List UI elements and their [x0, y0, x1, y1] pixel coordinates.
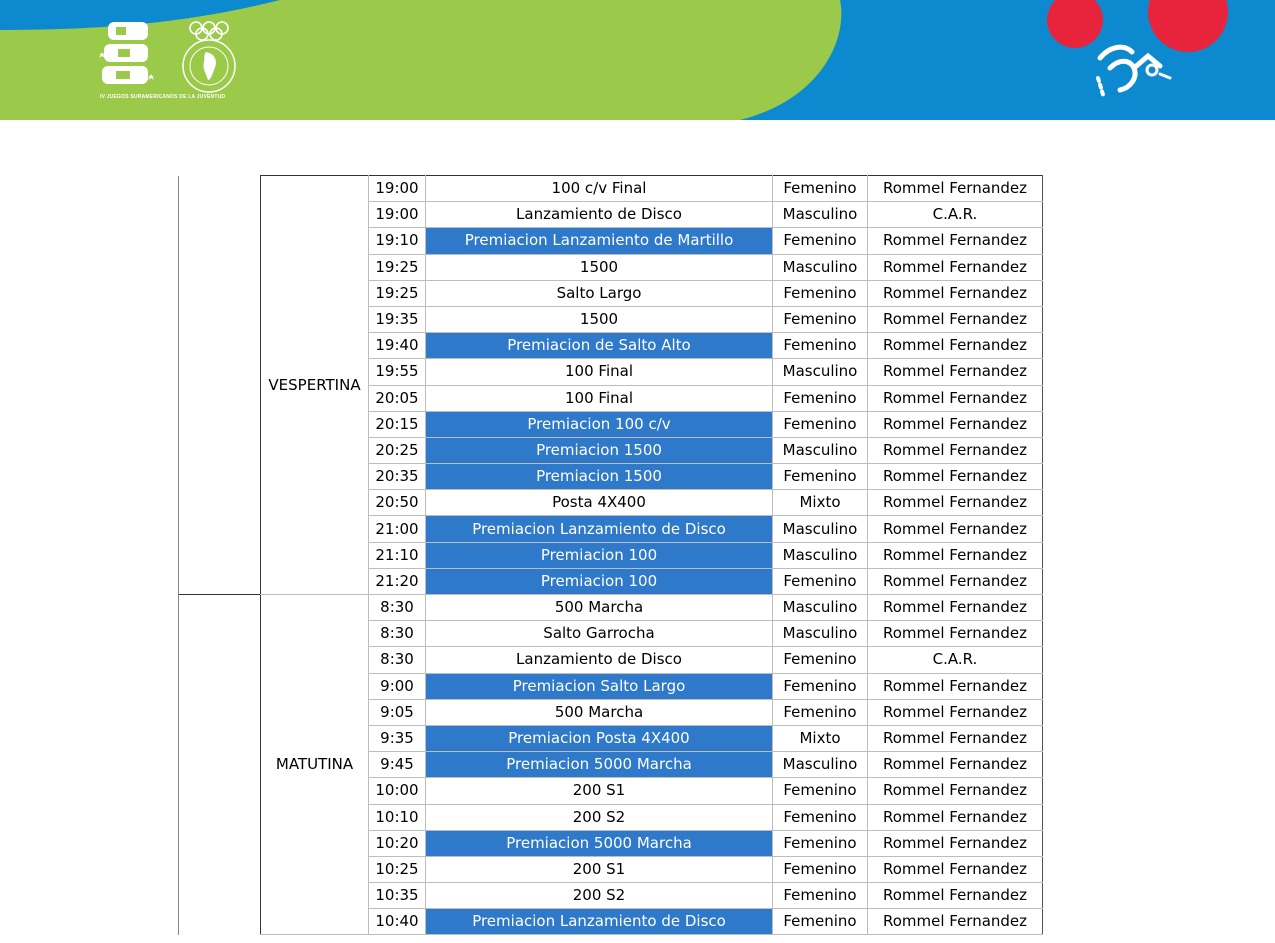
- games-tagline: IV JUEGOS SURAMERICANOS DE LA JUVENTUD: [100, 94, 226, 100]
- event-cell: 1500: [426, 254, 773, 280]
- time-cell: 9:35: [369, 725, 426, 751]
- gender-cell: Femenino: [773, 909, 868, 935]
- event-cell: 500 Marcha: [426, 595, 773, 621]
- gender-cell: Masculino: [773, 542, 868, 568]
- left-margin-cell: [179, 280, 261, 306]
- venue-cell: Rommel Fernandez: [868, 490, 1043, 516]
- venue-cell: Rommel Fernandez: [868, 830, 1043, 856]
- venue-cell: Rommel Fernandez: [868, 595, 1043, 621]
- event-cell: Lanzamiento de Disco: [426, 647, 773, 673]
- gender-cell: Masculino: [773, 516, 868, 542]
- venue-cell: C.A.R.: [868, 202, 1043, 228]
- venue-cell: Rommel Fernandez: [868, 883, 1043, 909]
- venue-cell: Rommel Fernandez: [868, 280, 1043, 306]
- venue-cell: Rommel Fernandez: [868, 411, 1043, 437]
- time-cell: 8:30: [369, 647, 426, 673]
- time-cell: 10:40: [369, 909, 426, 935]
- time-cell: 20:15: [369, 411, 426, 437]
- venue-cell: Rommel Fernandez: [868, 228, 1043, 254]
- left-margin-cell: [179, 595, 261, 621]
- event-cell: Lanzamiento de Disco: [426, 202, 773, 228]
- gender-cell: Femenino: [773, 306, 868, 332]
- left-margin-cell: [179, 254, 261, 280]
- left-margin-cell: [179, 804, 261, 830]
- time-cell: 9:00: [369, 673, 426, 699]
- event-cell: Premiacion Lanzamiento de Disco: [426, 909, 773, 935]
- competition-schedule-table: [178, 175, 1043, 935]
- venue-cell: Rommel Fernandez: [868, 254, 1043, 280]
- gender-cell: Femenino: [773, 778, 868, 804]
- time-cell: 10:20: [369, 830, 426, 856]
- venue-cell: Rommel Fernandez: [868, 752, 1043, 778]
- session-label: VESPERTINA: [261, 176, 369, 595]
- event-cell: 200 S1: [426, 856, 773, 882]
- venue-cell: Rommel Fernandez: [868, 437, 1043, 463]
- venue-cell: Rommel Fernandez: [868, 909, 1043, 935]
- athletics-pictogram-icon: [1090, 38, 1175, 103]
- event-cell: 100 Final: [426, 359, 773, 385]
- left-margin-cell: [179, 883, 261, 909]
- left-margin-cell: [179, 647, 261, 673]
- event-cell: Premiacion 1500: [426, 437, 773, 463]
- gender-cell: Femenino: [773, 699, 868, 725]
- gender-cell: Femenino: [773, 830, 868, 856]
- gender-cell: Mixto: [773, 725, 868, 751]
- gender-cell: Masculino: [773, 595, 868, 621]
- time-cell: 8:30: [369, 621, 426, 647]
- time-cell: 19:00: [369, 202, 426, 228]
- event-cell: 1500: [426, 306, 773, 332]
- event-cell: Posta 4X400: [426, 490, 773, 516]
- event-cell: Premiacion 100 c/v: [426, 411, 773, 437]
- left-margin-cell: [179, 202, 261, 228]
- time-cell: 10:35: [369, 883, 426, 909]
- venue-cell: Rommel Fernandez: [868, 464, 1043, 490]
- time-cell: 9:05: [369, 699, 426, 725]
- left-margin-cell: [179, 411, 261, 437]
- time-cell: 10:00: [369, 778, 426, 804]
- time-cell: 21:20: [369, 568, 426, 594]
- event-cell: 100 Final: [426, 385, 773, 411]
- time-cell: 20:50: [369, 490, 426, 516]
- left-margin-cell: [179, 437, 261, 463]
- event-cell: Salto Largo: [426, 280, 773, 306]
- event-cell: Premiacion de Salto Alto: [426, 333, 773, 359]
- time-cell: 20:05: [369, 385, 426, 411]
- gender-cell: Masculino: [773, 202, 868, 228]
- time-cell: 21:10: [369, 542, 426, 568]
- time-cell: 19:55: [369, 359, 426, 385]
- gender-cell: Femenino: [773, 385, 868, 411]
- time-cell: 19:10: [369, 228, 426, 254]
- gender-cell: Femenino: [773, 464, 868, 490]
- schedule-row: [179, 176, 1043, 202]
- event-cell: 200 S2: [426, 804, 773, 830]
- venue-cell: Rommel Fernandez: [868, 673, 1043, 699]
- left-margin-cell: [179, 228, 261, 254]
- gender-cell: Femenino: [773, 228, 868, 254]
- left-margin-cell: [179, 856, 261, 882]
- event-cell: 500 Marcha: [426, 699, 773, 725]
- venue-cell: Rommel Fernandez: [868, 385, 1043, 411]
- event-cell: Salto Garrocha: [426, 621, 773, 647]
- time-cell: 9:45: [369, 752, 426, 778]
- time-cell: 10:10: [369, 804, 426, 830]
- panama-logo-icon: [96, 18, 158, 92]
- left-margin-cell: [179, 306, 261, 332]
- gender-cell: Masculino: [773, 752, 868, 778]
- venue-cell: Rommel Fernandez: [868, 516, 1043, 542]
- venue-cell: Rommel Fernandez: [868, 568, 1043, 594]
- gender-cell: Femenino: [773, 568, 868, 594]
- gender-cell: Mixto: [773, 490, 868, 516]
- venue-cell: Rommel Fernandez: [868, 176, 1043, 202]
- venue-cell: Rommel Fernandez: [868, 778, 1043, 804]
- gender-cell: Masculino: [773, 621, 868, 647]
- gender-cell: Masculino: [773, 359, 868, 385]
- venue-cell: Rommel Fernandez: [868, 306, 1043, 332]
- header-banner: [0, 0, 1275, 120]
- event-cell: Premiacion 1500: [426, 464, 773, 490]
- time-cell: 19:25: [369, 254, 426, 280]
- schedule-row: [179, 595, 1043, 621]
- left-margin-cell: [179, 516, 261, 542]
- gender-cell: Femenino: [773, 411, 868, 437]
- left-margin-cell: [179, 909, 261, 935]
- event-cell: 200 S1: [426, 778, 773, 804]
- venue-cell: Rommel Fernandez: [868, 359, 1043, 385]
- time-cell: 8:30: [369, 595, 426, 621]
- time-cell: 20:25: [369, 437, 426, 463]
- left-margin-cell: [179, 673, 261, 699]
- event-cell: Premiacion Lanzamiento de Martillo: [426, 228, 773, 254]
- left-margin-cell: [179, 830, 261, 856]
- venue-cell: Rommel Fernandez: [868, 699, 1043, 725]
- time-cell: 21:00: [369, 516, 426, 542]
- left-margin-cell: [179, 542, 261, 568]
- left-margin-cell: [179, 176, 261, 202]
- gender-cell: Masculino: [773, 254, 868, 280]
- left-margin-cell: [179, 752, 261, 778]
- event-cell: Premiacion 100: [426, 568, 773, 594]
- odesur-logo-icon: [176, 18, 248, 98]
- event-cell: Premiacion Salto Largo: [426, 673, 773, 699]
- venue-cell: Rommel Fernandez: [868, 542, 1043, 568]
- event-cell: 200 S2: [426, 883, 773, 909]
- gender-cell: Femenino: [773, 673, 868, 699]
- event-cell: Premiacion 100: [426, 542, 773, 568]
- event-cell: 100 c/v Final: [426, 176, 773, 202]
- time-cell: 19:25: [369, 280, 426, 306]
- venue-cell: Rommel Fernandez: [868, 856, 1043, 882]
- time-cell: 20:35: [369, 464, 426, 490]
- event-cell: Premiacion 5000 Marcha: [426, 830, 773, 856]
- left-margin-cell: [179, 778, 261, 804]
- left-margin-cell: [179, 333, 261, 359]
- venue-cell: Rommel Fernandez: [868, 804, 1043, 830]
- left-margin-cell: [179, 359, 261, 385]
- gender-cell: Femenino: [773, 176, 868, 202]
- event-cell: Premiacion Posta 4X400: [426, 725, 773, 751]
- venue-cell: C.A.R.: [868, 647, 1043, 673]
- gender-cell: Femenino: [773, 856, 868, 882]
- left-margin-cell: [179, 490, 261, 516]
- left-margin-cell: [179, 725, 261, 751]
- left-margin-cell: [179, 568, 261, 594]
- left-margin-cell: [179, 464, 261, 490]
- time-cell: 19:00: [369, 176, 426, 202]
- session-label: MATUTINA: [261, 595, 369, 935]
- venue-cell: Rommel Fernandez: [868, 621, 1043, 647]
- venue-cell: Rommel Fernandez: [868, 333, 1043, 359]
- time-cell: 19:35: [369, 306, 426, 332]
- gender-cell: Femenino: [773, 647, 868, 673]
- time-cell: 10:25: [369, 856, 426, 882]
- time-cell: 19:40: [369, 333, 426, 359]
- gender-cell: Masculino: [773, 437, 868, 463]
- left-margin-cell: [179, 621, 261, 647]
- event-cell: Premiacion 5000 Marcha: [426, 752, 773, 778]
- gender-cell: Femenino: [773, 804, 868, 830]
- gender-cell: Femenino: [773, 280, 868, 306]
- venue-cell: Rommel Fernandez: [868, 725, 1043, 751]
- gender-cell: Femenino: [773, 883, 868, 909]
- gender-cell: Femenino: [773, 333, 868, 359]
- left-margin-cell: [179, 699, 261, 725]
- left-margin-cell: [179, 385, 261, 411]
- event-cell: Premiacion Lanzamiento de Disco: [426, 516, 773, 542]
